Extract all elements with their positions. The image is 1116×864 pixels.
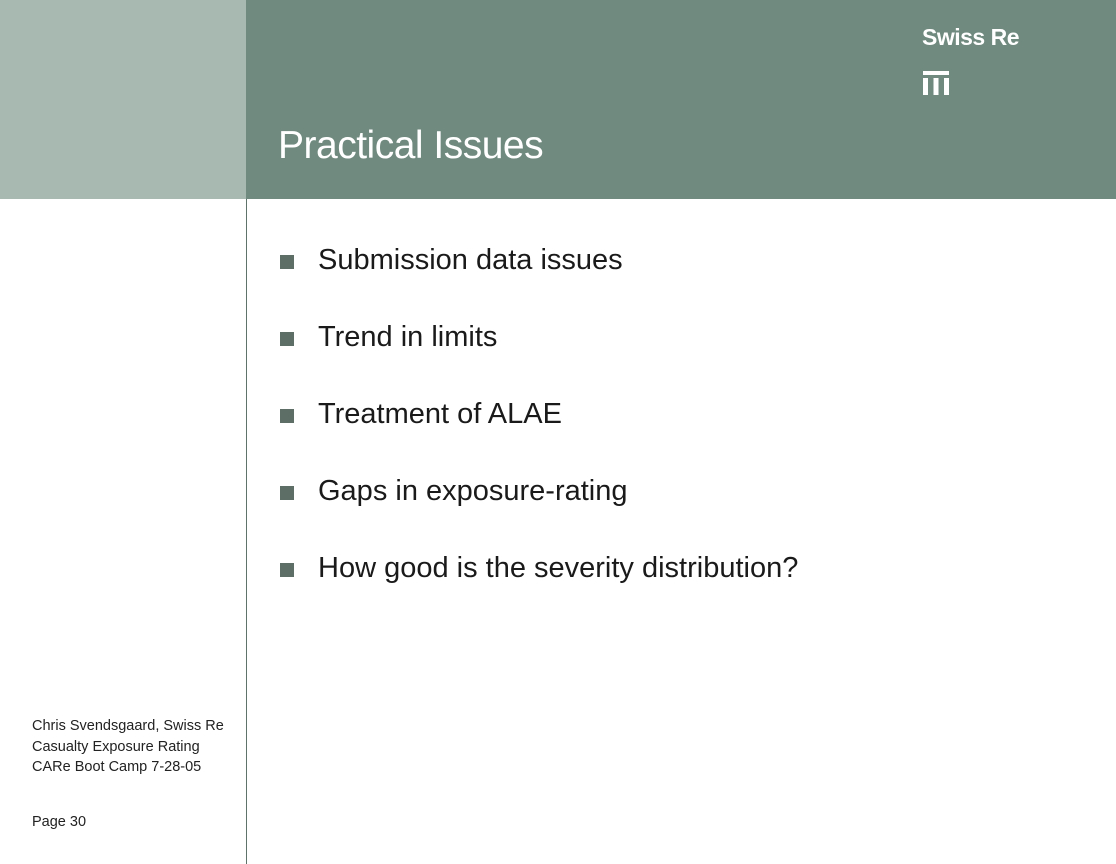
list-item — [280, 396, 798, 473]
bullet-text: Trend in limits — [318, 321, 498, 353]
footer-author: Chris Svendsgaard, Swiss Re — [32, 718, 224, 734]
footer-event: CARe Boot Camp 7-28-05 — [32, 759, 202, 775]
brand-name: Swiss Re — [922, 24, 1019, 50]
bullet-square-icon — [280, 332, 294, 346]
bullet-square-icon — [280, 409, 294, 423]
bullet-square-icon — [280, 255, 294, 269]
slide-title: Practical Issues — [278, 124, 544, 167]
bullet-text: Gaps in exposure-rating — [318, 475, 628, 507]
bullet-square-icon — [280, 563, 294, 577]
header-corner-block — [0, 0, 246, 199]
swiss-re-logo-icon — [923, 71, 949, 95]
bullet-text: Submission data issues — [318, 244, 623, 276]
list-item — [280, 242, 798, 319]
footer-topic: Casualty Exposure Rating — [32, 738, 200, 755]
list-item — [280, 550, 798, 627]
vertical-divider — [246, 199, 247, 864]
footer-meta — [32, 716, 224, 778]
bullet-list — [280, 242, 798, 627]
bullet-square-icon — [280, 486, 294, 500]
bullet-text: Treatment of ALAE — [318, 398, 562, 430]
list-item — [280, 473, 798, 550]
list-item — [280, 319, 798, 396]
bullet-text: How good is the severity distribution? — [318, 552, 799, 584]
page-number: Page 30 — [32, 814, 87, 830]
